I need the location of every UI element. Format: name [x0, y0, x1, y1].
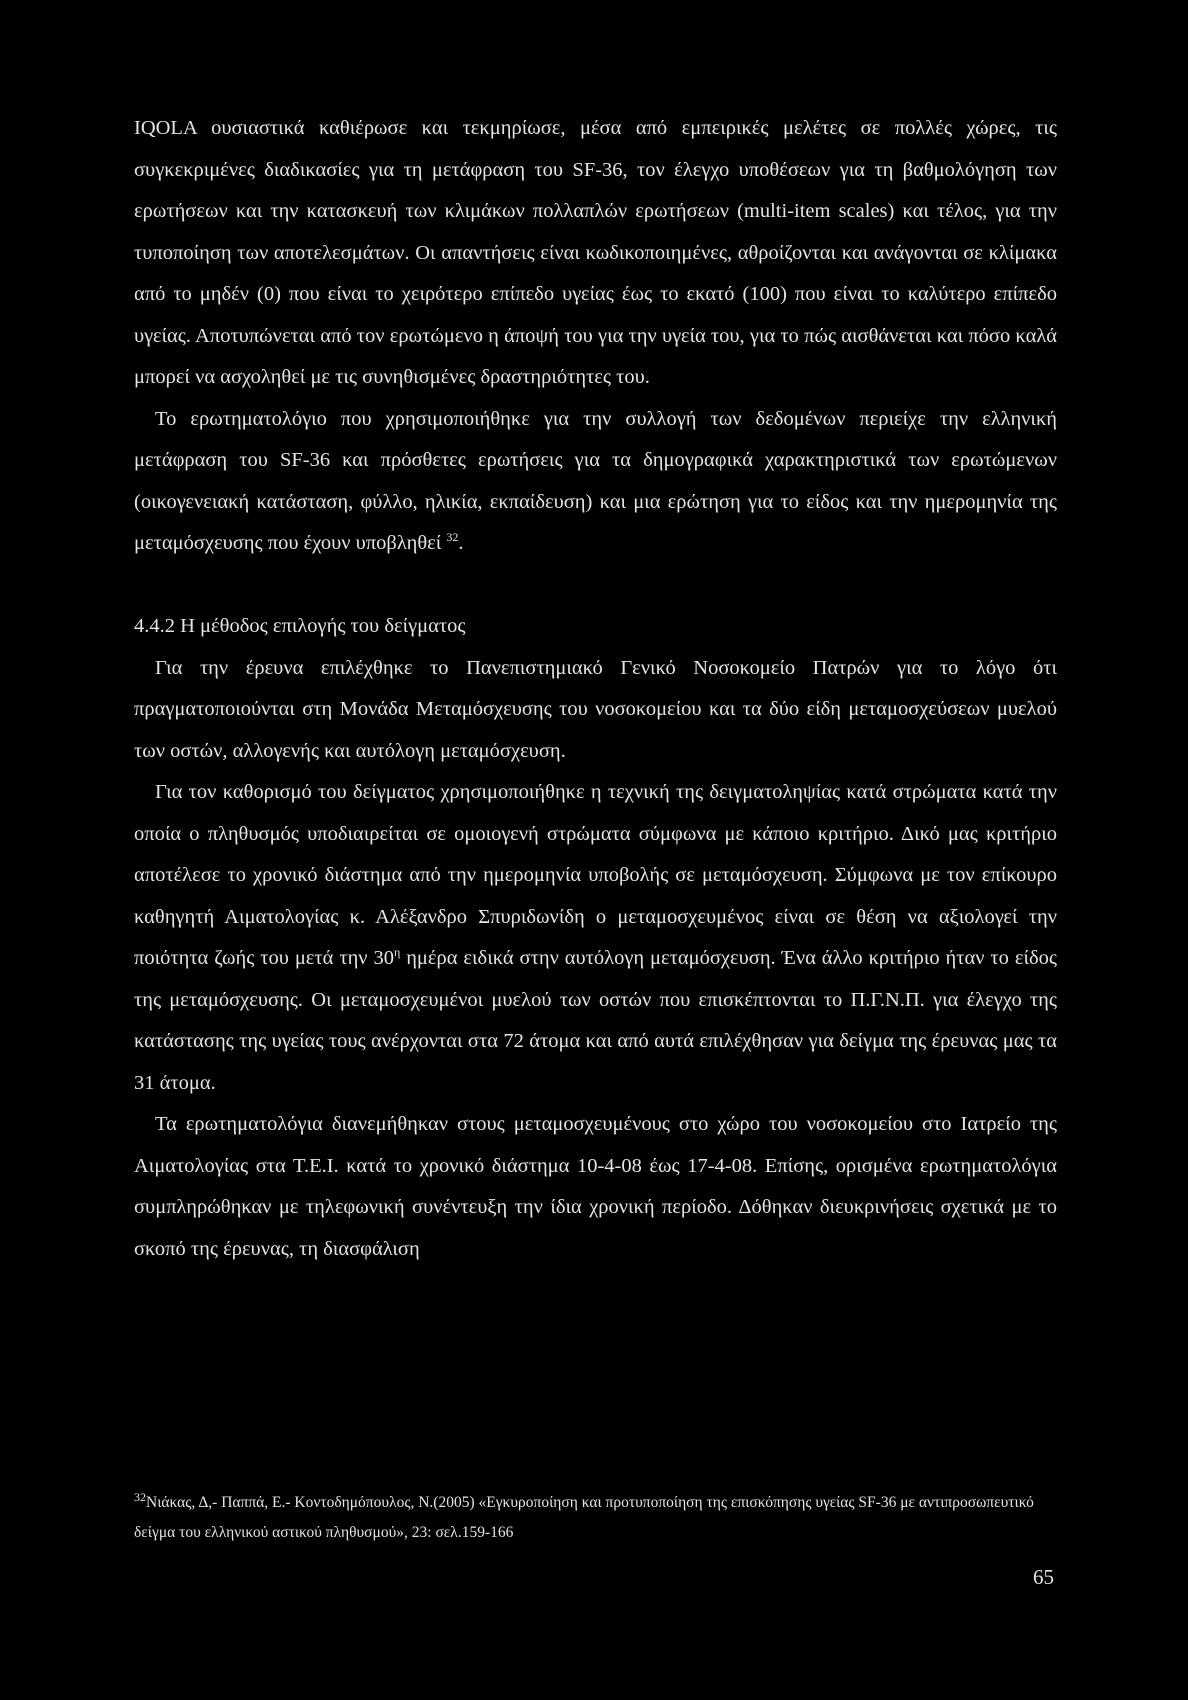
paragraph-answers: Οι απαντήσεις είναι κωδικοποιημένες, αθροίζονται και ανάγονται σε κλίμακα από το μηδέν (0) που είναι το χειρότερο επίπεδο υγείας έως το εκατό (100) που είναι το καλύτερο επίπεδο υγείας. Αποτυπώνεται από τον ερωτώμενο η άποψή του για την υγεία του, για το πώς αισθάνεται και πόσο καλά μπορεί να ασχοληθεί με τις συνηθισμένες δραστηριότητες του.	[134, 241, 1057, 388]
paragraph-questionnaire-text: Το ερωτηματολόγιο που χρησιμοποιήθηκε για την συλλογή των δεδομένων περιείχε την ελληνική μετάφραση του SF-36 και πρόσθετες ερωτήσεις για τα δημογραφικά χαρακτηριστικά των ερωτώμενων (οικογενειακή κατάσταση, φύλλο, ηλικία, εκπαίδευση) και μια ερώτηση για το είδος και την ημερομηνία της μεταμόσχευσης που έχουν υποβληθεί	[134, 407, 1057, 554]
footnote-marker[interactable]: 32	[446, 530, 459, 545]
footnote-text: Νιάκας, Δ,- Παππά, Ε.- Κοντοδημόπουλος, Ν.(2005) «Εγκυροποίηση και προτυποποίηση της επισκόπησης υγείας SF-36 με αντιπροσωπευτικό δείγμα του ελληνικού αστικού πληθυσμού», 23: σελ.159-166	[134, 1494, 1034, 1541]
ordinal-superscript: η	[394, 945, 401, 960]
paragraph-sampling	[134, 772, 1057, 1104]
paragraph-sampling-part2: ημέρα ειδικά στην αυτόλογη μεταμόσχευση. Ένα άλλο κριτήριο ήταν το είδος της μεταμόσχευσης. Οι μεταμοσχευμένοι μυελού των οστών που επισκέπτονται το Π.Γ.Ν.Π. για έλεγχο της κατάστασης της υγείας τους ανέρχονται στα 72 άτομα και από αυτά επιλέχθησαν για δείγμα της έρευνας μας τα 31 άτομα.	[134, 947, 1058, 1094]
paragraph-questionnaire	[134, 399, 1057, 565]
paragraph-iqola	[134, 108, 1057, 399]
main-text	[134, 108, 1057, 1270]
footnote-number: 32	[134, 1489, 146, 1504]
paragraph-sampling-part1: Για τον καθορισμό του δείγματος χρησιμοποιήθηκε η τεχνική της δειγματοληψίας κατά στρώματα κατά την οποία ο πληθυσμός υποδιαιρείται σε ομοιογενή στρώματα σύμφωνα με κάποιο κριτήριο. Δικό μας κριτήριο αποτέλεσε το χρονικό διάστημα από την ημερομηνία υποβολής σε μεταμόσχευση. Σύμφωνα με τον επίκουρο καθηγητή Αιματολογίας κ. Αλέξανδρο Σπυριδωνίδη ο μεταμοσχευμένος είναι σε θέση να αξιολογεί την ποιότητα ζωής του μετά την 30	[134, 781, 1057, 969]
paragraph-questionnaire-end: .	[458, 532, 464, 554]
section-heading: 4.4.2 Η μέθοδος επιλογής του δείγματος	[134, 615, 466, 637]
page-number: 65	[1033, 1565, 1054, 1589]
paragraph-iqola-part1: IQOLA ουσιαστικά καθιέρωσε και τεκμηρίωσε, μέσα από εμπειρικές μελέτες σε πολλές χώρες, τις συγκεκριμένες διαδικασίες για τη μετάφραση του SF-36, τον έλεγχο υποθέσεων για τη βαθμολόγηση των ερωτήσεων και την κατασκευή των κλιμάκων πολλαπλών ερωτήσεων (multi-item scales) και τέλος, για την τυποποίηση των αποτελεσμάτων.	[134, 117, 1057, 264]
section-spacer	[134, 565, 1057, 607]
paragraph-distribution: Τα ερωτηματολόγια διανεμήθηκαν στους μεταμοσχευμένους στο χώρο του νοσοκομείου στο Ιατρείο της Αιματολογίας στα Τ.Ε.Ι. κατά το χρονικό διάστημα 10-4-08 έως 17-4-08. Επίσης, ορισμένα ερωτηματολόγια συμπληρώθηκαν με τηλεφωνική συνέντευξη την ίδια χρονική περίοδο. Δόθηκαν διευκρινήσεις σχετικά με το σκοπό της έρευνας, τη διασφάλιση	[134, 1113, 1057, 1260]
footnote	[134, 1488, 1057, 1548]
paragraph-hospital: Για την έρευνα επιλέχθηκε το Πανεπιστημιακό Γενικό Νοσοκομείο Πατρών για το λόγο ότι πραγματοποιούνται στη Μονάδα Μεταμόσχευσης του νοσοκομείου και τα δύο είδη μεταμοσχεύσεων μυελού των οστών, αλλογενής και αυτόλογη μεταμόσχευση.	[134, 656, 1057, 762]
